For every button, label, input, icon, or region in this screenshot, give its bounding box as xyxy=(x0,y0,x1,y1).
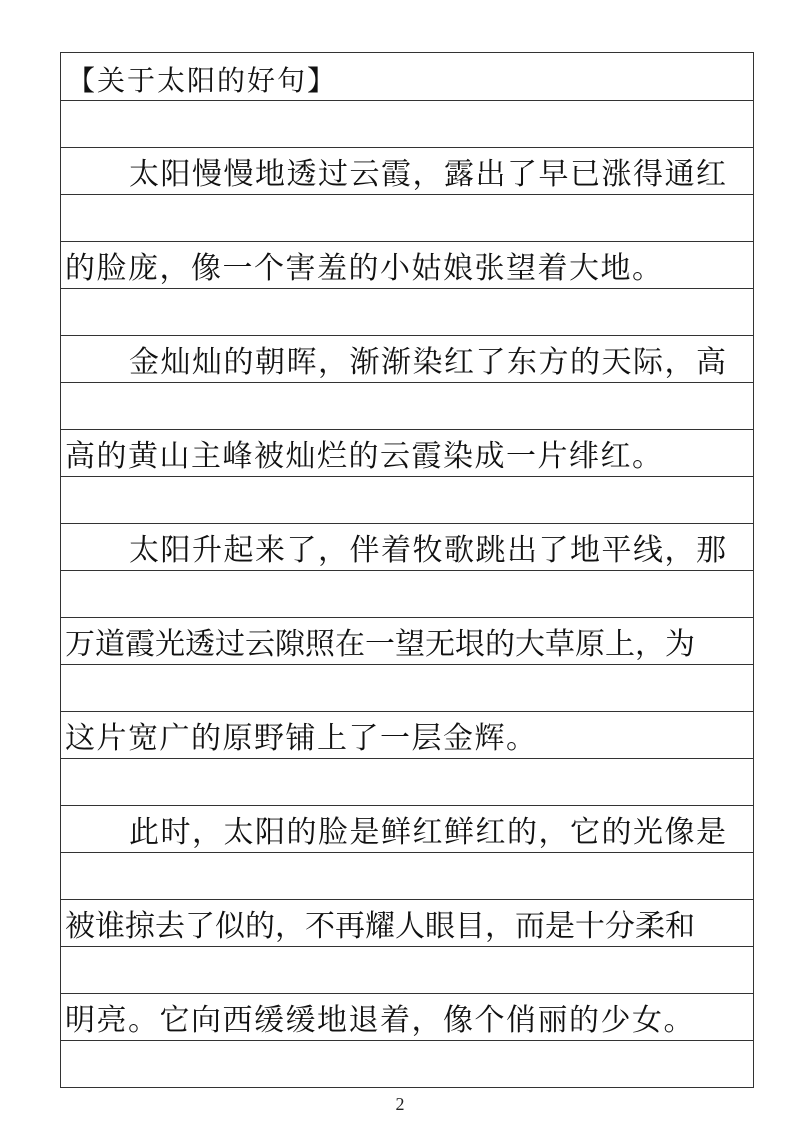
ruled-line xyxy=(61,147,753,148)
ruled-line xyxy=(61,100,753,101)
ruled-line xyxy=(61,335,753,336)
ruled-line xyxy=(61,523,753,524)
text-line-2: 的脸庞，像一个害羞的小姑娘张望着大地。 xyxy=(65,251,664,286)
document-heading: 【关于太阳的好句】 xyxy=(67,64,338,97)
ruled-line xyxy=(61,570,753,571)
ruled-line xyxy=(61,711,753,712)
ruled-line xyxy=(61,664,753,665)
ruled-line xyxy=(61,382,753,383)
ruled-line xyxy=(61,946,753,947)
ruled-line xyxy=(61,758,753,759)
text-line-8: 此时，太阳的脸是鲜红鲜红的，它的光像是 xyxy=(129,815,728,850)
text-line-6: 万道霞光透过云隙照在一望无垠的大草原上，为 xyxy=(65,627,695,662)
text-line-3: 金灿灿的朝晖，渐渐染红了东方的天际，高 xyxy=(129,345,728,380)
ruled-line xyxy=(61,476,753,477)
ruled-line xyxy=(61,1040,753,1041)
ruled-line xyxy=(61,805,753,806)
text-line-1: 太阳慢慢地透过云霞，露出了早已涨得通红 xyxy=(129,157,728,192)
text-line-4: 高的黄山主峰被灿烂的云霞染成一片绯红。 xyxy=(65,439,664,474)
page-number: 2 xyxy=(395,1094,405,1114)
ruled-line xyxy=(61,194,753,195)
ruled-line xyxy=(61,617,753,618)
text-line-10: 明亮。它向西缓缓地退着，像个俏丽的少女。 xyxy=(65,1003,695,1038)
ruled-line xyxy=(61,852,753,853)
ruled-line xyxy=(61,429,753,430)
text-line-5: 太阳升起来了，伴着牧歌跳出了地平线，那 xyxy=(129,533,728,568)
ruled-line xyxy=(61,241,753,242)
ruled-writing-sheet xyxy=(60,52,754,1088)
ruled-line xyxy=(61,288,753,289)
text-line-9: 被谁掠去了似的，不再耀人眼目，而是十分柔和 xyxy=(65,909,695,944)
ruled-line xyxy=(61,899,753,900)
ruled-line xyxy=(61,993,753,994)
text-line-7: 这片宽广的原野铺上了一层金辉。 xyxy=(65,721,538,756)
